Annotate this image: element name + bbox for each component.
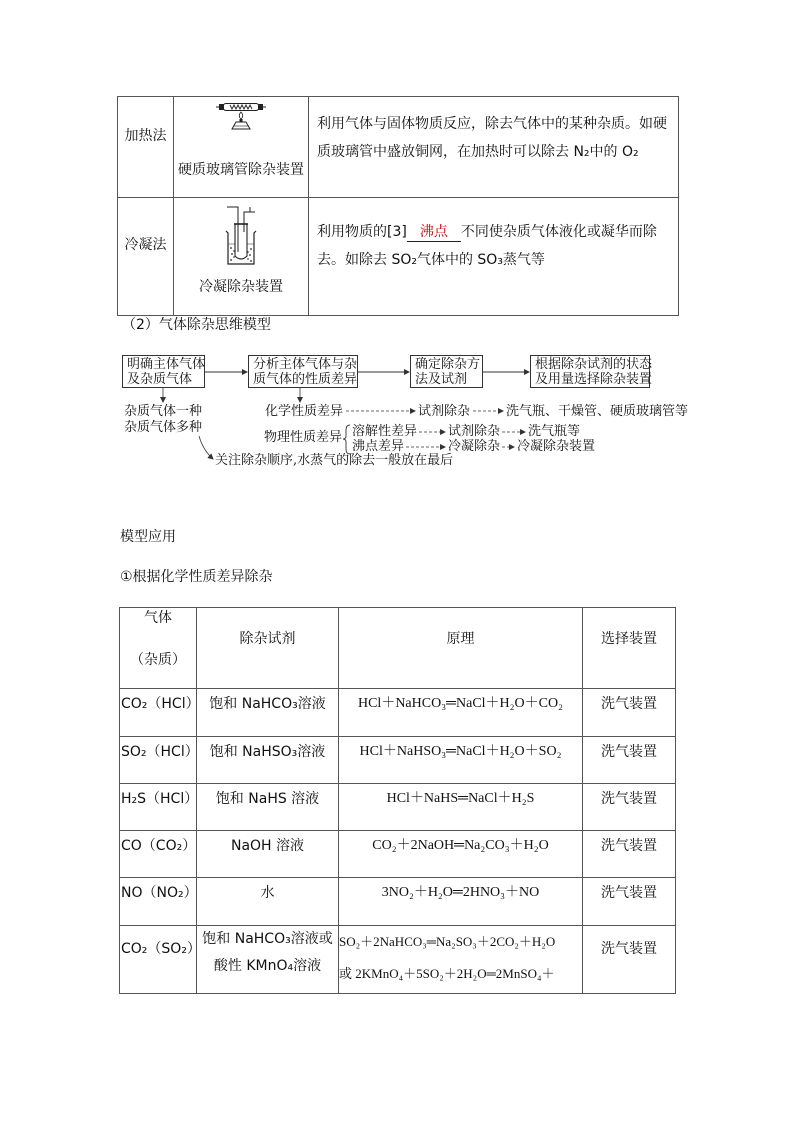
gas-cell (120, 737, 197, 784)
flame (239, 112, 243, 119)
reagent-cell (197, 878, 339, 926)
table-row-condensation-method (118, 198, 679, 316)
header-reagent (197, 608, 339, 689)
principle-cell (339, 926, 583, 994)
description-prefix: 利用物质的[3] (317, 224, 407, 240)
device-cell (583, 831, 676, 878)
principle-cell (339, 737, 583, 784)
header-principle-label: 原理 (446, 631, 475, 647)
reagent-cell (197, 926, 339, 994)
header-reagent-label: 除杂试剂 (239, 631, 296, 647)
reagent: 水 (260, 885, 275, 901)
method-name: 冷凝法 (118, 198, 174, 316)
chemical-devices-label: 洗气瓶、干燥管、硬质玻璃管等 (506, 404, 689, 419)
reagent: 饱和 NaHCO₃溶液或 (202, 931, 333, 947)
gas-impurity: SO₂（HCl） (121, 744, 199, 760)
multiple-impurities-label: 杂质气体多种 (124, 420, 203, 435)
equation: 或 2KMnO₄＋5SO₂＋2H₂O═2MnSO₄＋ (339, 966, 555, 981)
gas-cell (120, 878, 197, 926)
equation: SO₂＋2NaHCO₃═Na₂SO₃＋2CO₂＋H₂O (339, 934, 556, 949)
gas-cell (120, 831, 197, 878)
device: 洗气装置 (601, 744, 657, 760)
condensation-apparatus-icon (225, 204, 257, 266)
description-suffix: 不同使杂质气体液化或凝华而除去。如除去 SO₂气体中的 SO₃蒸气等 (317, 224, 657, 268)
principle-cell (339, 831, 583, 878)
device: 洗气装置 (601, 941, 657, 957)
gas-impurity: NO（NO₂） (121, 885, 198, 901)
method-description: 利用气体与固体物质反应，除去气体中的某种杂质。如硬质玻璃管中盛放铜网，在加热时可以除去 N₂中的 O₂ (309, 97, 679, 198)
flow-step-line: 分析主体气体与杂 (253, 357, 358, 372)
flow-step-line: 明确主体气体 (127, 357, 206, 372)
solubility-devices-label: 洗气瓶等 (528, 424, 581, 439)
equation: HCl＋NaHSO₃═NaCl＋H₂O＋SO₂ (359, 744, 562, 759)
header-gas-line: 气体 (144, 610, 172, 626)
reagent-cell (197, 689, 339, 737)
header-principle (339, 608, 583, 689)
reagent: 酸性 KMnO₄溶液 (213, 958, 322, 974)
header-device (583, 608, 676, 689)
table-row (120, 926, 676, 994)
flow-step-line: 及用量选择除杂装置 (535, 372, 653, 387)
table-header-row (120, 608, 676, 689)
hard-glass-tube-heating-apparatus-icon (216, 101, 266, 131)
flow-step-line: 法及试剂 (415, 372, 468, 387)
method-description (309, 198, 679, 316)
solubility-difference-label: 溶解性差异 (352, 424, 418, 439)
physical-difference-brace (343, 425, 350, 454)
purification-methods-table (117, 96, 679, 316)
flow-step-1 (122, 355, 205, 388)
impurity-removal-table (119, 607, 676, 994)
device-cell (583, 878, 676, 926)
boiling-point-method-label: 冷凝除杂 (448, 439, 501, 454)
reagent: NaOH 溶液 (230, 838, 305, 854)
flow-step-line: 确定除杂方 (415, 357, 481, 372)
gas-impurity: CO₂（HCl） (121, 696, 200, 712)
reagent-cell (197, 784, 339, 831)
device: 洗气装置 (601, 696, 657, 712)
application-heading: 模型应用 (120, 529, 176, 545)
reagent: 饱和 NaHS 溶液 (215, 791, 320, 807)
flow-step-4 (530, 355, 653, 388)
gas-impurity: H₂S（HCl） (121, 791, 199, 807)
alcohol-lamp (232, 119, 250, 129)
physical-difference-label: 物理性质差异 (264, 430, 343, 445)
u-tube (227, 207, 255, 259)
device-cell (174, 198, 309, 316)
table-row (120, 831, 676, 878)
arrow-multiple-to-note (199, 436, 213, 459)
device: 洗气装置 (601, 838, 657, 854)
gas-impurity: CO（CO₂） (121, 838, 197, 854)
chemical-method-label: 试剂除杂 (418, 404, 471, 419)
fill-in-answer: 沸点 (407, 223, 461, 242)
flow-step-line: 及杂质气体 (127, 372, 193, 387)
one-impurity-label: 杂质气体一种 (124, 404, 203, 419)
equation: HCl＋NaHS═NaCl＋H₂S (386, 791, 535, 806)
header-gas (120, 608, 197, 689)
gas-cell (120, 784, 197, 831)
device: 洗气装置 (601, 791, 657, 807)
order-note: 关注除杂顺序,水蒸气的除去一般放在最后 (215, 453, 454, 468)
gas-cell (120, 926, 201, 994)
flow-step-line: 质气体的性质差异 (253, 372, 358, 387)
device: 洗气装置 (601, 885, 657, 901)
header-device-label: 选择装置 (601, 631, 657, 647)
device-caption: 硬质玻璃管除杂装置 (178, 162, 304, 178)
device-cell (583, 784, 676, 831)
boiling-point-difference-label: 沸点差异 (352, 439, 405, 454)
principle-cell (339, 878, 583, 926)
device-cell (174, 97, 309, 198)
equation: 3NO₂＋H₂O═2HNO₃＋NO (381, 885, 540, 900)
gas-impurity: CO₂（SO₂） (121, 941, 201, 957)
equation: CO₂＋2NaOH═Na₂CO₃＋H₂O (372, 838, 549, 853)
flow-step-2 (248, 355, 358, 388)
table-row (120, 784, 676, 831)
application-subheading: ①根据化学性质差异除杂 (120, 569, 273, 585)
reagent-cell (197, 737, 339, 784)
table-row (120, 689, 676, 737)
device-cell (583, 737, 676, 784)
table-row (120, 737, 676, 784)
header-impurity-line: （杂质） (130, 652, 186, 668)
device-caption: 冷凝除杂装置 (199, 279, 283, 295)
table-row (120, 878, 676, 926)
solubility-method-label: 试剂除杂 (448, 424, 501, 439)
reagent: 饱和 NaHSO₃溶液 (209, 744, 326, 760)
reagent: 饱和 NaHCO₃溶液 (209, 696, 326, 712)
device-cell (583, 926, 676, 994)
device-cell (583, 689, 676, 737)
purification-thinking-model-diagram (115, 350, 715, 475)
table-row-heating-method (118, 97, 679, 198)
method-name: 加热法 (118, 97, 174, 198)
chemical-difference-label: 化学性质差异 (265, 404, 344, 419)
flow-step-3 (410, 355, 483, 388)
gas-cell (120, 689, 200, 737)
principle-cell (339, 784, 583, 831)
principle-cell (339, 689, 583, 737)
flow-step-line: 根据除杂试剂的状态 (535, 357, 653, 372)
equation: HCl＋NaHCO₃═NaCl＋H₂O＋CO₂ (357, 696, 563, 711)
boiling-point-devices-label: 冷凝除杂装置 (517, 439, 596, 454)
section-heading: （2）气体除杂思维模型 (122, 317, 271, 333)
reagent-cell (197, 831, 339, 878)
